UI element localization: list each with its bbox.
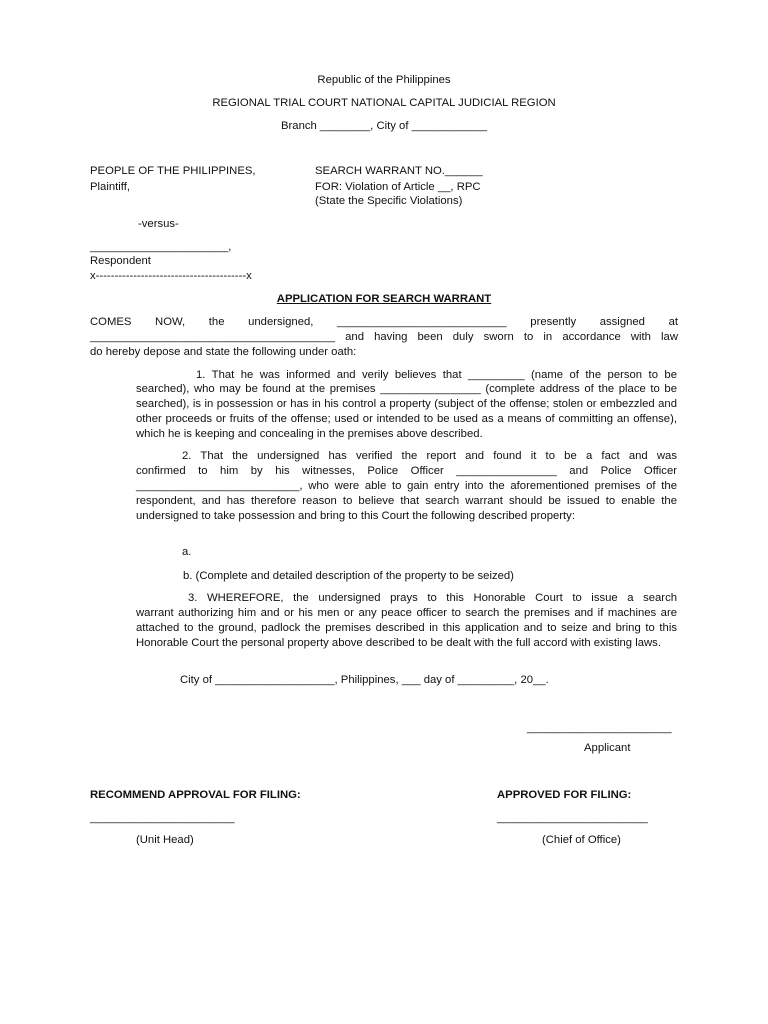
caption-plaintiff: Plaintiff, [90, 181, 130, 193]
para2-first-line: 2. That the undersigned has verified the report and found it to be a fact and was [182, 450, 677, 462]
document-title: APPLICATION FOR SEARCH WARRANT [276, 293, 492, 305]
place-and-date: City of ___________________, Philippines, ___ day of _________, 20__. [180, 674, 549, 686]
recommend-heading: RECOMMEND APPROVAL FOR FILING: [90, 789, 301, 801]
caption-party: PEOPLE OF THE PHILIPPINES, [90, 165, 256, 177]
intro-line-1: COMES NOW, the undersigned, ___________________________ presently assigned at [90, 316, 678, 328]
header-branch: Branch ________, City of ____________ [280, 120, 488, 132]
header-republic: Republic of the Philippines [317, 74, 451, 86]
para2-body: confirmed to him by his witnesses, Police Officer ________________ and Police Officer __________________________, who were able to gain entry into the aforementioned premises of the respondent, and has therefore reason to believe that search warrant should be issued to enable the undersigned to take possession and bring to this Court the following described property: [136, 465, 677, 522]
property-item-b: b. (Complete and detailed description of the property to be seized) [183, 570, 514, 582]
caption-respondent: Respondent [90, 255, 151, 267]
approved-heading: APPROVED FOR FILING: [497, 789, 632, 801]
intro-line-2: _______________________________________ and having been duly sworn to in accordance with law [90, 331, 678, 343]
recommend-label: (Unit Head) [136, 834, 194, 846]
para3-body: warrant authorizing him and or his men or any peace officer to search the premises and if machines are attached to the ground, padlock the premises described in this application and to seize and bring to this Honorable Court the personal property above described to be dealt with the full accord with existing laws. [136, 607, 677, 649]
approved-signature-line: ________________________ [497, 812, 648, 824]
property-item-a: a. [182, 546, 192, 558]
caption-warrant-no: SEARCH WARRANT NO.______ [315, 165, 483, 177]
caption-specific: (State the Specific Violations) [315, 195, 463, 207]
approved-label: (Chief of Office) [542, 834, 621, 846]
applicant-label: Applicant [584, 742, 631, 754]
para1-body: searched), who may be found at the premises ________________ (complete address of the place to be searched), is in possession or has in his control a property (subject of the offense; stolen or embezzled and other proceeds or fruits of the offense; used or intended to be used as a means of committing an offense), which he is keeping and concealing in the premises above described. [136, 383, 677, 440]
header-court: REGIONAL TRIAL COURT NATIONAL CAPITAL JUDICIAL REGION [212, 97, 556, 109]
para1-first-line: 1. That he was informed and verily believes that _________ (name of the person to be [196, 369, 677, 381]
caption-respondent-blank: ______________________, [90, 241, 232, 253]
caption-divider: x----------------------------------------x [90, 270, 252, 282]
caption-versus: -versus- [138, 218, 179, 230]
applicant-signature-line: _______________________ [527, 722, 672, 734]
intro-line-3: do hereby depose and state the following under oath: [90, 346, 357, 358]
para3-first-line: 3. WHEREFORE, the undersigned prays to this Honorable Court to issue a search [188, 592, 677, 604]
recommend-signature-line: _______________________ [90, 812, 235, 824]
caption-violation: FOR: Violation of Article __, RPC [315, 181, 481, 193]
